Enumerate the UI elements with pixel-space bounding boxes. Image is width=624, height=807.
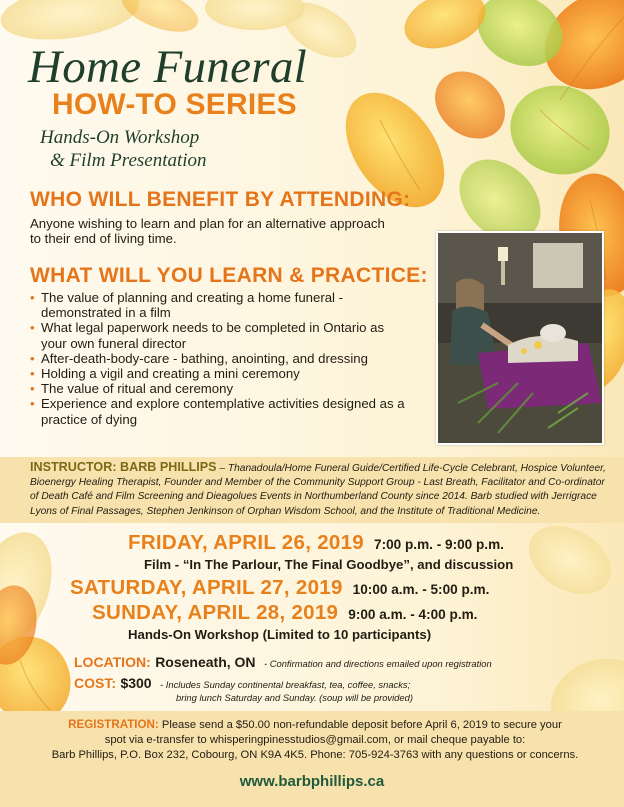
list-item: • Experience and explore contemplative activities designed as a practice of dying [30,396,405,427]
friday-description: Film - “In The Parlour, The Final Goodbye”, and discussion [144,557,514,572]
photo-illustration-icon [438,233,602,443]
sunday-date: SUNDAY, APRIL 28, 2019 [92,601,339,624]
registration-section [30,717,600,763]
registration-line-1: REGISTRATION: Please send a $50.00 non-refundable deposit before April 6, 2019 to secure your [68,718,562,731]
cost-note-2: bring lunch Saturday and Sunday. (soup will be provided) [176,692,413,703]
workshop-description: Hands-On Workshop (Limited to 10 participants) [128,627,432,642]
registration-label: REGISTRATION: [68,718,159,731]
saturday-date: SATURDAY, APRIL 27, 2019 [70,576,343,599]
list-item: • The value of planning and creating a home funeral - demonstrated in a film [30,290,344,321]
list-item: • After-death-body-care - bathing, anointing, and dressing [30,350,368,366]
instructor-label: INSTRUCTOR: BARB PHILLIPS [30,460,217,474]
benefit-text [30,216,430,247]
location-label: LOCATION: [74,654,151,670]
location-value: Roseneath, ON [155,654,256,670]
cost-label: COST: [74,675,116,691]
registration-line-3: Barb Phillips, P.O. Box 232, Cobourg, ON K9A 4K5. Phone: 705-924-3763 with any questions or concerns. [51,749,579,761]
sunday-row [92,601,477,625]
location-row [74,654,492,672]
instructor-bio: – Thanadoula/Home Funeral Guide/Certified Life-Cycle Celebrant, Hospice Volunteer, Bioenergy Healing Therapist, Founder and Member of the Community Support Group - Last Breath, Facilitator and Co-ordinator of Death Café and Film Screening and Dieagolues Events in Northumberland County since 2014. Barb studied with Jerrigrace Lyons of Final Passages, Stephen Jenkinson of Orphan Wisdom School, and the Institute of Traditional Medicine. [30,463,606,517]
website-link[interactable]: www.barbphillips.ca [239,773,385,790]
series-title: HOW-TO SERIES [52,88,297,121]
bullet-icon: • [30,366,35,382]
benefit-line-2: to their end of living time. [30,231,177,247]
workshop-photo [436,231,604,445]
saturday-time: 10:00 a.m. - 5:00 p.m. [352,582,490,597]
friday-time: 7:00 p.m. - 9:00 p.m. [374,537,504,552]
learn-heading: WHAT WILL YOU LEARN & PRACTICE: [30,264,428,287]
instructor-section [30,460,610,519]
tagline-workshop: Hands-On Workshop [40,127,200,148]
sunday-time: 9:00 a.m. - 4:00 p.m. [348,607,478,622]
bullet-icon: • [30,290,35,305]
saturday-row [70,576,489,600]
page-title: Home Funeral [28,41,308,93]
location-note: - Confirmation and directions emailed upon registration [264,658,492,669]
bullet-icon: • [30,320,35,336]
list-item: • Holding a vigil and creating a mini ceremony [30,366,300,382]
tagline-film: & Film Presentation [50,150,207,171]
benefit-heading: WHO WILL BENEFIT BY ATTENDING: [30,188,411,211]
bullet-icon: • [30,350,35,366]
bullet-icon: • [30,381,35,397]
cost-value: $300 [120,675,152,691]
list-item: • What legal paperwork needs to be completed in Ontario as your own funeral director [30,320,385,351]
cost-note-1: - Includes Sunday continental breakfast, tea, coffee, snacks; [160,679,411,690]
list-item: • The value of ritual and ceremony [30,381,234,397]
cost-row [74,675,410,693]
learn-list [30,290,410,427]
benefit-line-1: Anyone wishing to learn and plan for an alternative approach [30,216,385,231]
bullet-icon: • [30,396,35,412]
friday-date: FRIDAY, APRIL 26, 2019 [128,531,365,554]
registration-line-2: spot via e-transfer to whisperingpinesstudios@gmail.com, or mail cheque payable to: [104,734,526,746]
friday-row [128,531,504,555]
